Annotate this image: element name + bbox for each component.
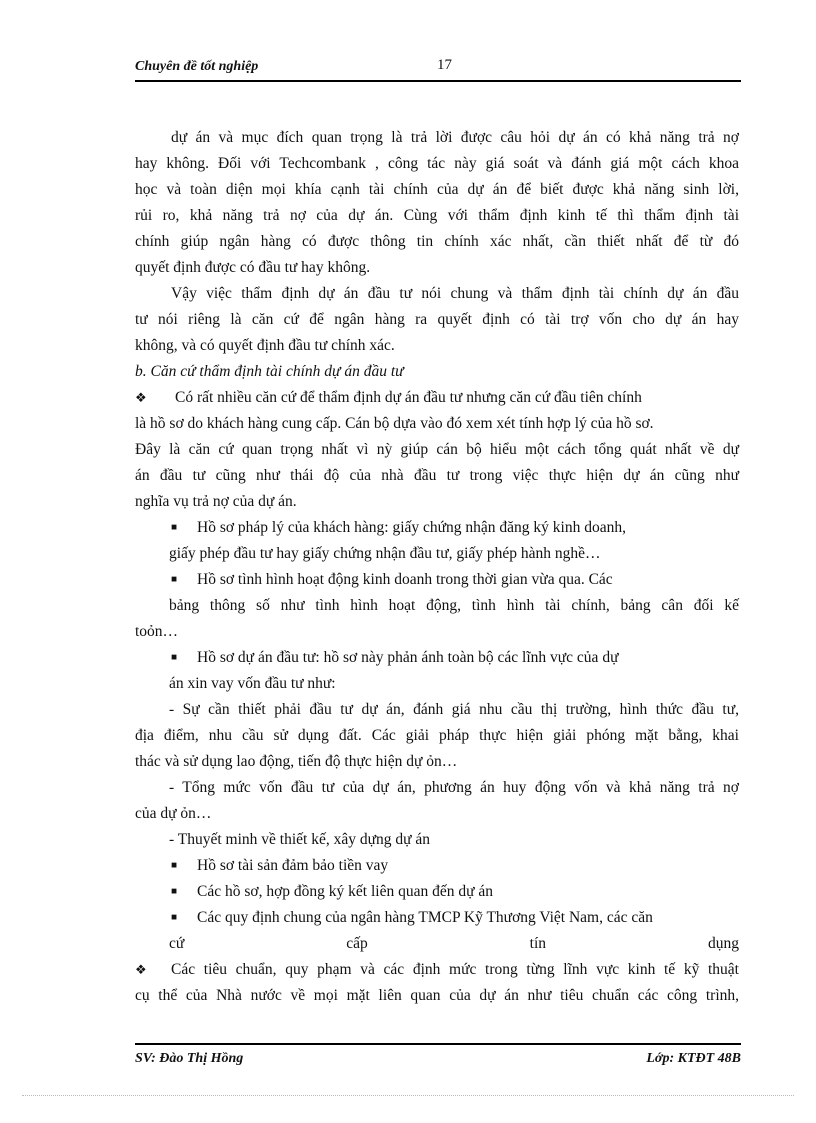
paragraph-line: án đầu tư cũng như thái độ của nhà đầu tư trong việc thực hiện dự án cũng như (135, 467, 739, 484)
paragraph-line: cứ cấp tín dụng (169, 935, 739, 952)
paragraph-line: dự án và mục đích quan trọng là trả lời được câu hỏi dự án có khả năng trả nợ (171, 129, 739, 146)
diamond-bullet-icon: ❖ (135, 390, 147, 405)
paragraph-line: của dự ỏn… (135, 805, 212, 822)
page-number: 17 (437, 57, 452, 73)
square-bullet-icon: ■ (171, 860, 178, 871)
paragraph-line: không, và có quyết định đầu tư chính xác. (135, 337, 395, 354)
square-bullet-icon: ■ (171, 912, 178, 923)
square-bullet-icon: ■ (171, 574, 178, 585)
paragraph-line: địa điểm, nhu cầu sử dụng đất. Các giải pháp thực hiện giải phóng mặt bằng, khai (135, 727, 739, 744)
paragraph-line: - Tổng mức vốn đầu tư của dự án, phương án huy động vốn và khả năng trả nợ (169, 779, 739, 796)
paragraph-line: Đây là căn cứ quan trọng nhất vì nỳ giúp cán bộ hiểu một cách tổng quát nhất về dự (135, 441, 739, 458)
page-footer (135, 1043, 741, 1069)
paragraph-line: tư nói riêng là căn cứ để ngân hàng ra quyết định có tài trợ vốn cho dự án hay (135, 311, 739, 328)
bullet-item: ■ Các quy định chung của ngân hàng TMCP Kỹ Thương Việt Nam, các căn (171, 907, 739, 929)
paragraph-line: quyết định được có đầu tư hay không. (135, 259, 371, 276)
diamond-item: ❖ Có rất nhiều căn cứ để thẩm định dự án đầu tư nhưng căn cứ đầu tiên chính (135, 387, 739, 409)
bullet-item: ■ Hồ sơ tình hình hoạt động kinh doanh trong thời gian vừa qua. Các (171, 569, 739, 591)
paragraph-line: rủi ro, khả năng trả nợ của dự án. Cùng với thẩm định kinh tế thì thẩm định tài (135, 207, 739, 224)
paragraph-line: hay không. Đối với Techcombank , công tác này giá soát và đánh giá một cách khoa (135, 155, 739, 172)
paragraph-line: - Thuyết minh về thiết kế, xây dựng dự án (169, 831, 431, 848)
paragraph-line: - Sự cần thiết phải đầu tư dự án, đánh giá nhu cầu thị trường, hình thức đầu tư, (169, 701, 739, 718)
paragraph-line: bảng thông số như tình hình hoạt động, tình hình tài chính, bảng cân đối kế (169, 597, 739, 614)
paragraph-line: là hồ sơ do khách hàng cung cấp. Cán bộ dựa vào đó xem xét tính hợp lý của hồ sơ. (135, 415, 654, 432)
page-boundary (22, 1095, 794, 1096)
paragraph-line: án xin vay vốn đầu tư như: (169, 675, 336, 692)
student-name: SV: Đào Thị Hồng (135, 1051, 244, 1066)
bullet-item: ■ Hồ sơ tài sản đảm bảo tiền vay (171, 855, 739, 877)
section-heading: b. Căn cứ thẩm định tài chính dự án đầu tư (135, 363, 404, 380)
bullet-item: ■ Hồ sơ dự án đầu tư: hồ sơ này phản ánh toàn bộ các lĩnh vực của dự (171, 647, 739, 669)
class-name: Lớp: KTĐT 48B (646, 1051, 741, 1066)
paragraph-line: học và toàn diện mọi khía cạnh tài chính của dự án để biết được khả năng sinh lời, (135, 181, 739, 198)
diamond-bullet-icon: ❖ (135, 962, 147, 977)
paragraph-line: giấy phép đầu tư hay giấy chứng nhận đầu tư, giấy phép hành nghề… (169, 545, 601, 562)
paragraph-line: thác và sử dụng lao động, tiến độ thực hiện dự ỏn… (135, 753, 458, 770)
paragraph-line: chính giúp ngân hàng có được thông tin chính xác nhất, cần thiết nhất để từ đó (135, 233, 739, 250)
bullet-item: ■ Hồ sơ pháp lý của khách hàng: giấy chứng nhận đăng ký kinh doanh, (171, 517, 739, 539)
square-bullet-icon: ■ (171, 652, 178, 663)
paragraph-line: nghĩa vụ trả nợ của dự án. (135, 493, 297, 510)
bullet-item: ■ Các hồ sơ, hợp đồng ký kết liên quan đến dự án (171, 881, 739, 903)
document-title: Chuyên đề tốt nghiệp (135, 59, 259, 74)
diamond-item: ❖ Các tiêu chuẩn, quy phạm và các định mức trong từng lĩnh vực kinh tế kỹ thuật (135, 959, 739, 981)
square-bullet-icon: ■ (171, 522, 178, 533)
square-bullet-icon: ■ (171, 886, 178, 897)
paragraph-line: Vậy việc thẩm định dự án đầu tư nói chung và thẩm định tài chính dự án đầu (171, 285, 739, 302)
paragraph-line: cụ thể của Nhà nước về mọi mặt liên quan của dự án như tiêu chuẩn các công trình, (135, 987, 739, 1004)
page-header (135, 58, 741, 82)
paragraph-line: toỏn… (135, 623, 179, 640)
